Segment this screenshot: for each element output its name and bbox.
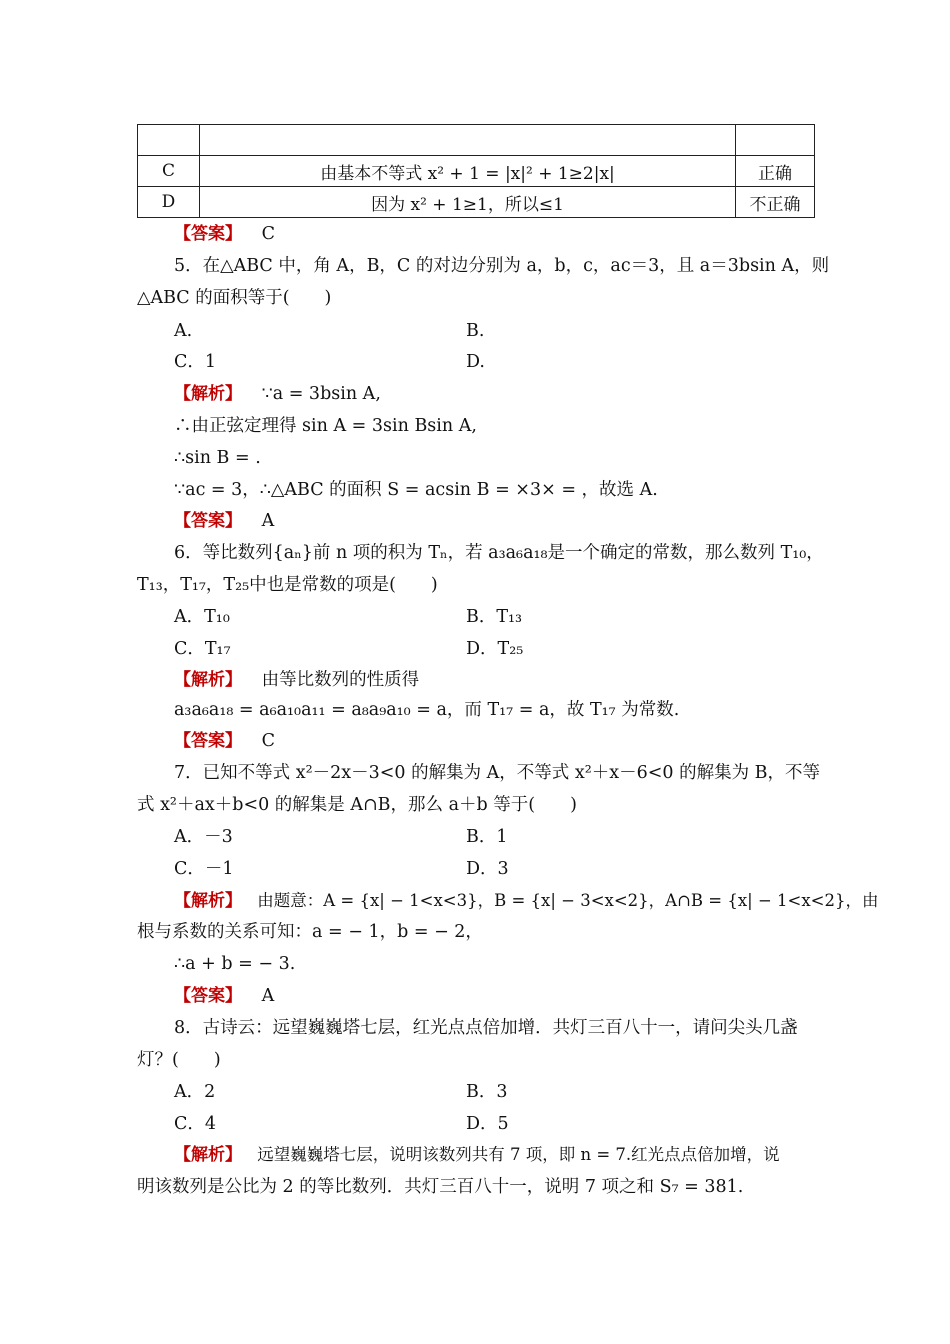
q8-option-c: C．4: [174, 1114, 217, 1134]
q7-options-row2: [174, 857, 854, 881]
q5-solution-line3: ∴sin B = .: [174, 448, 261, 468]
answer-tag: 【答案】: [174, 511, 242, 531]
analysis-tag: 【解析】: [174, 384, 242, 404]
q7-solution-line1: [174, 889, 879, 913]
q6-solution-text: 由等比数列的性质得: [261, 670, 420, 690]
q4-answer-line: [174, 222, 854, 246]
table-cell-label: [138, 125, 200, 156]
q6-stem-line1: 6．等比数列{aₙ}前 n 项的积为 Tₙ，若 a₃a₆a₁₈是一个确定的常数，那么数列 T₁₀，: [174, 543, 824, 563]
q5-solution-line4: ∵ac = 3，∴△ABC 的面积 S = acsin B = ×3× = ，故选 A.: [174, 480, 658, 500]
answer-tag: 【答案】: [174, 224, 242, 244]
answer-tag: 【答案】: [174, 731, 242, 751]
q6-options-row2: [174, 637, 854, 661]
q7-answer-line: [174, 984, 854, 1008]
q5-option-c: C．1: [174, 352, 217, 372]
q5-stem-line1: 5．在△ABC 中，角 A，B，C 的对边分别为 a，b，c，ac＝3，且 a＝3bsin A，则: [174, 256, 830, 276]
q7-option-b: B．1: [466, 827, 508, 847]
table-row: [138, 125, 815, 156]
analysis-tag: 【解析】: [174, 891, 242, 911]
q8-solution-line1: [174, 1143, 854, 1167]
q5-answer: A: [261, 511, 275, 531]
q7-option-a: A．－3: [174, 827, 233, 847]
q6-option-c: C．T₁₇: [174, 639, 231, 659]
q5-option-b: B.: [466, 321, 485, 341]
q5-option-d: D.: [466, 352, 485, 372]
q6-solution-line1: [174, 668, 854, 692]
q7-stem-line1: 7．已知不等式 x²－2x－3<0 的解集为 A，不等式 x²＋x－6<0 的解集为 B，不等: [174, 763, 821, 783]
table-cell-content: 因为 x² + 1≥1，所以≤1: [200, 187, 736, 218]
q4-answer: C: [261, 224, 275, 244]
q6-option-b: B．T₁₃: [466, 607, 523, 627]
q6-option-a: A．T₁₀: [174, 607, 230, 627]
q6-answer-line: [174, 729, 854, 753]
q8-option-d: D．5: [466, 1114, 509, 1134]
q5-option-a: A.: [174, 321, 193, 341]
q5-solution-text: ∵a = 3bsin A,: [261, 384, 381, 404]
q6-stem-line2: T₁₃，T₁₇，T₂₅中也是常数的项是( ): [137, 575, 438, 595]
table-cell-verdict: [736, 125, 815, 156]
q5-stem-line2: △ABC 的面积等于( ): [137, 288, 332, 308]
table-cell-label: D: [138, 187, 200, 218]
table-cell-content: 由基本不等式 x² + 1 = |x|² + 1≥2|x|: [200, 156, 736, 187]
q6-option-d: D．T₂₅: [466, 639, 524, 659]
table-cell-verdict: 正确: [736, 156, 815, 187]
table-row: [138, 187, 815, 218]
q8-option-a: A．2: [174, 1082, 216, 1102]
analysis-tag: 【解析】: [174, 670, 242, 690]
q7-option-c: C．－1: [174, 859, 234, 879]
q5-options-row2: [174, 350, 854, 374]
q7-solution-line2: 根与系数的关系可知：a = − 1，b = − 2，: [137, 922, 483, 942]
q5-solution-line2: ∴由正弦定理得 sin A = 3sin Bsin A,: [174, 416, 477, 436]
q6-answer: C: [261, 731, 275, 751]
table-cell-label: C: [138, 156, 200, 187]
q5-answer-line: [174, 509, 854, 533]
q7-solution-line3: ∴a + b = − 3.: [174, 954, 296, 974]
q7-answer: A: [261, 986, 275, 1006]
q7-solution-text: 由题意：A = {x| − 1<x<3}，B = {x| − 3<x<2}，A∩B = {x| − 1<x<2}，由: [257, 891, 879, 910]
table-row: [138, 156, 815, 187]
q8-option-b: B．3: [466, 1082, 508, 1102]
q8-stem-line1: 8．古诗云：远望巍巍塔七层，红光点点倍加增．共灯三百八十一，请问尖头几盏: [174, 1018, 798, 1038]
analysis-tag: 【解析】: [174, 1145, 242, 1165]
q6-options-row1: [174, 605, 854, 629]
q6-solution-line2: a₃a₆a₁₈ = a₆a₁₀a₁₁ = a₈a₉a₁₀ = a，而 T₁₇ = a，故 T₁₇ 为常数.: [174, 700, 680, 720]
q7-options-row1: [174, 825, 854, 849]
q7-stem-line2: 式 x²＋ax＋b<0 的解集是 A∩B，那么 a＋b 等于( ): [137, 795, 577, 815]
comparison-table: [137, 124, 815, 218]
q5-options-row1: [174, 319, 854, 343]
q8-stem-line2: 灯？( ): [137, 1050, 221, 1070]
q8-solution-line2: 明该数列是公比为 2 的等比数列．共灯三百八十一，说明 7 项之和 S₇ = 381.: [137, 1177, 744, 1197]
q5-solution-line1: [174, 382, 854, 406]
table-cell-content: [200, 125, 736, 156]
q7-option-d: D．3: [466, 859, 509, 879]
q8-options-row2: [174, 1112, 854, 1136]
answer-tag: 【答案】: [174, 986, 242, 1006]
q8-solution-text: 远望巍巍塔七层，说明该数列共有 7 项，即 n = 7.红光点点倍加增，说: [257, 1145, 780, 1164]
q8-options-row1: [174, 1080, 854, 1104]
table-cell-verdict: 不正确: [736, 187, 815, 218]
